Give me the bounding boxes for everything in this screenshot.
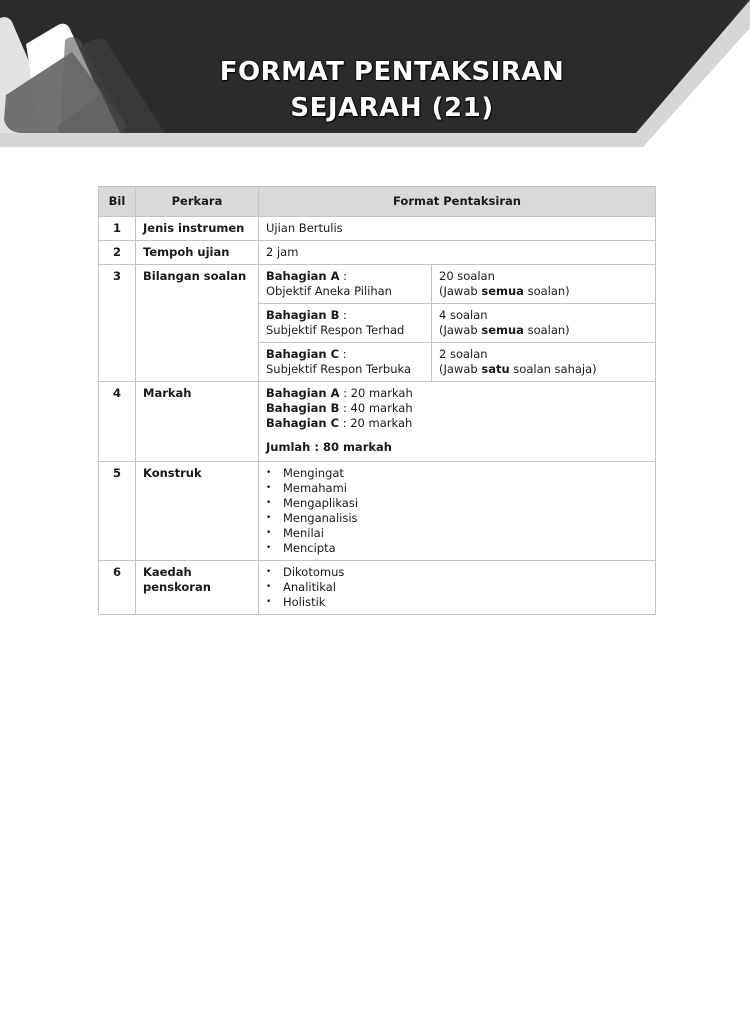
title-line-2: SEJARAH (21) bbox=[290, 93, 494, 123]
marks-line bbox=[266, 386, 648, 401]
table-row bbox=[99, 382, 656, 462]
marks-total bbox=[266, 440, 648, 455]
header-format: Format Pentaksiran bbox=[259, 187, 656, 217]
row-perkara: Markah bbox=[136, 382, 259, 462]
table-row bbox=[99, 462, 656, 561]
row-value: 2 jam bbox=[259, 241, 656, 265]
list-item: • Analitikal bbox=[266, 580, 648, 595]
scoring-list bbox=[266, 565, 648, 610]
section-label: Bahagian B bbox=[266, 308, 340, 322]
note-text: soalan sahaja) bbox=[509, 362, 597, 376]
list-item: • Menilai bbox=[266, 526, 648, 541]
section-a-count-cell bbox=[432, 265, 656, 304]
section-type: Objektif Aneka Pilihan bbox=[266, 284, 392, 298]
total-text: Jumlah : 80 markah bbox=[266, 440, 392, 454]
section-c-cell bbox=[259, 343, 432, 382]
row-number: 4 bbox=[99, 382, 136, 462]
row-perkara: Bilangan soalan bbox=[136, 265, 259, 382]
row-number: 6 bbox=[99, 561, 136, 615]
marks-value: : 20 markah bbox=[339, 416, 413, 430]
question-count: 2 soalan bbox=[439, 347, 488, 361]
row-number: 1 bbox=[99, 217, 136, 241]
section-label: Bahagian C bbox=[266, 347, 340, 361]
note-text: soalan) bbox=[523, 284, 570, 298]
marks-line bbox=[266, 401, 648, 416]
header-banner bbox=[0, 0, 750, 150]
question-count: 4 soalan bbox=[439, 308, 488, 322]
note-text: (Jawab bbox=[439, 323, 482, 337]
header-perkara: Perkara bbox=[136, 187, 259, 217]
marks-cell bbox=[259, 382, 656, 462]
list-item: • Dikotomus bbox=[266, 565, 648, 580]
row-perkara: Tempoh ujian bbox=[136, 241, 259, 265]
table-header-row bbox=[99, 187, 656, 217]
scoring-cell bbox=[259, 561, 656, 615]
section-type: Subjektif Respon Terbuka bbox=[266, 362, 412, 376]
table-row bbox=[99, 217, 656, 241]
marks-label: Bahagian C bbox=[266, 416, 340, 430]
section-sep: : bbox=[339, 308, 347, 322]
note-emphasis: semua bbox=[481, 323, 524, 337]
table-row bbox=[99, 265, 656, 304]
list-item: • Mengingat bbox=[266, 466, 648, 481]
construct-cell bbox=[259, 462, 656, 561]
section-sep: : bbox=[339, 347, 347, 361]
list-item: • Holistik bbox=[266, 595, 648, 610]
row-number: 2 bbox=[99, 241, 136, 265]
marks-value: : 40 markah bbox=[339, 401, 413, 415]
row-number: 5 bbox=[99, 462, 136, 561]
title-line-1: FORMAT PENTAKSIRAN bbox=[219, 57, 565, 87]
marks-label: Bahagian B bbox=[266, 401, 340, 415]
section-c-count-cell bbox=[432, 343, 656, 382]
marks-value: : 20 markah bbox=[339, 386, 413, 400]
row-value: Ujian Bertulis bbox=[259, 217, 656, 241]
row-number: 3 bbox=[99, 265, 136, 382]
note-emphasis: satu bbox=[481, 362, 510, 376]
assessment-format-table bbox=[98, 186, 656, 615]
note-text: (Jawab bbox=[439, 362, 482, 376]
section-sep: : bbox=[339, 269, 348, 283]
construct-list bbox=[266, 466, 648, 556]
list-item: • Mencipta bbox=[266, 541, 648, 556]
marks-label: Bahagian A bbox=[266, 386, 340, 400]
note-text: soalan) bbox=[523, 323, 570, 337]
section-b-count-cell bbox=[432, 304, 656, 343]
section-b-cell bbox=[259, 304, 432, 343]
question-count: 20 soalan bbox=[439, 269, 495, 283]
note-emphasis: semua bbox=[481, 284, 524, 298]
row-perkara: Konstruk bbox=[136, 462, 259, 561]
list-item: • Mengaplikasi bbox=[266, 496, 648, 511]
section-label: Bahagian A bbox=[266, 269, 340, 283]
section-type: Subjektif Respon Terhad bbox=[266, 323, 405, 337]
page-title bbox=[0, 54, 750, 126]
note-text: (Jawab bbox=[439, 284, 482, 298]
marks-line bbox=[266, 416, 648, 431]
section-a-cell bbox=[259, 265, 432, 304]
list-item: • Memahami bbox=[266, 481, 648, 496]
row-perkara: Jenis instrumen bbox=[136, 217, 259, 241]
table-row bbox=[99, 561, 656, 615]
header-bil: Bil bbox=[99, 187, 136, 217]
row-perkara: Kaedah penskoran bbox=[136, 561, 259, 615]
table-row bbox=[99, 241, 656, 265]
list-item: • Menganalisis bbox=[266, 511, 648, 526]
